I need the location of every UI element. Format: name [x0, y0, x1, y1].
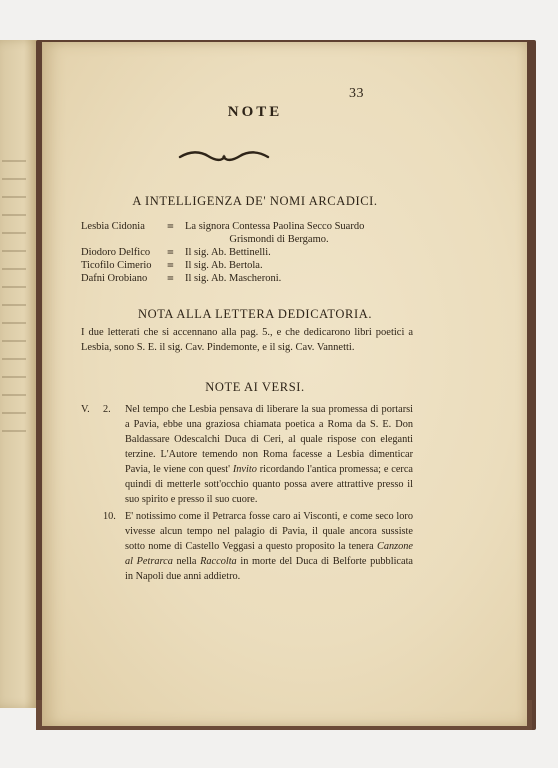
arcadic-names-list: [81, 220, 381, 285]
name-row: [81, 272, 381, 285]
name-row: [81, 246, 381, 259]
note-italic-title: Raccolta: [200, 556, 237, 567]
section-heading-dedication: NOTA ALLA LETTERA DEDICATORIA.: [137, 307, 373, 321]
section-heading-verses: NOTE AI VERSI.: [205, 380, 305, 394]
real-name: Il sig. Ab. Mascheroni.: [185, 273, 282, 284]
note-text-part: Nel tempo che Lesbia pensava di liberare la sua promessa di portarsi a Pavia, ebbe una graziosa chiamata poetica a Roma da S. E. Don Baldassare Odescalchi Duca di Ceri, al quale rispose con eleganti terzine. L'Autore temendo non Roma facesse a Lesbia dimenticar Pavia, le viene con quest': [125, 404, 413, 475]
section-heading-arcadic-names: A INTELLIGENZA DE' NOMI ARCADICI.: [132, 194, 378, 208]
verse-label: V.: [81, 404, 90, 415]
ornament-flourish-icon: [178, 150, 270, 164]
verse-note-text: [125, 404, 413, 505]
real-name: Il sig. Ab. Bertola.: [185, 260, 263, 271]
arcadic-name: Dafni Orobiano: [81, 273, 148, 284]
note-text-part: ricordando l'antica promessa; e cerca quindi di metterle sott'occhio quanto possa avere attrattive presso il suo spirito e presso il suo cuore.: [125, 464, 413, 505]
note-text-part: E' notissimo come il Petrarca fosse caro ai Visconti, e come seco loro vivesse alcun tempo nel palagio di Pavia, il quale ancora sussiste sotto nome di Castello Veggasi a questo proposito la tenera: [125, 511, 413, 552]
real-name: Il sig. Ab. Bettinelli.: [185, 247, 271, 258]
note-italic-title: Canzone al Petrarca: [125, 541, 413, 567]
verse-notes: [81, 402, 413, 584]
facing-page-text-traces: [2, 160, 32, 448]
page-number: 33: [349, 86, 364, 101]
arcadic-name: Lesbia Cidonia: [81, 221, 145, 232]
verse-note: [103, 402, 413, 507]
real-name-continuation: Grismondi di Bergamo.: [229, 234, 329, 245]
verse-note: [103, 509, 413, 584]
equals-sign: =: [167, 219, 174, 233]
verse-number: 2.: [103, 404, 111, 415]
facing-page-edge: [0, 40, 41, 708]
name-row: [81, 220, 381, 246]
note-italic-title: Invito: [232, 464, 257, 475]
equals-sign: =: [167, 245, 174, 259]
book-page: [42, 42, 527, 726]
arcadic-name: Diodoro Delfico: [81, 247, 151, 258]
note-text-part: in morte del Duca di Belforte pubblicata in Napoli due anni addietro.: [125, 556, 413, 582]
page-title: NOTE: [227, 104, 283, 120]
verse-number: 10.: [103, 511, 116, 522]
arcadic-name: Ticofilo Cimerio: [81, 260, 152, 271]
dedication-note-text: I due letterati che si accennano alla pag. 5., e che dedicarono libri poetici a Lesbia, sono S. E. il sig. Cav. Pindemonte, e il sig. Cav. Vannetti.: [81, 327, 413, 353]
equals-sign: =: [167, 258, 174, 272]
verse-note-text: [125, 511, 413, 582]
equals-sign: =: [167, 271, 174, 285]
name-row: [81, 259, 381, 272]
real-name-line: La signora Contessa Paolina Secco Suardo: [185, 221, 365, 232]
real-name: [185, 220, 381, 246]
note-text-part: nella: [172, 556, 201, 567]
